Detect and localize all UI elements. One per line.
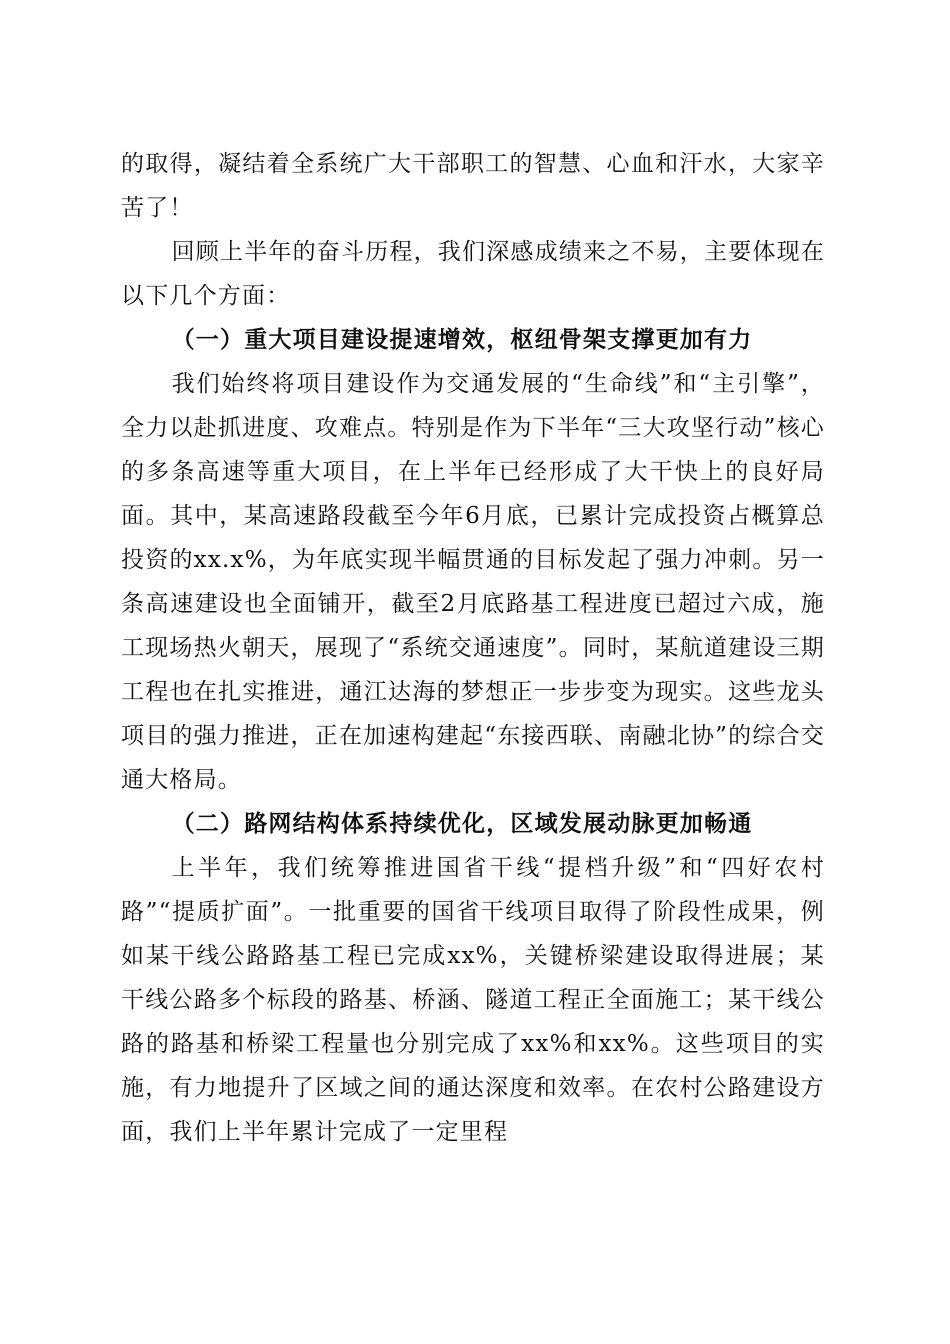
- section-heading-2: （二）路网结构体系持续优化，区域发展动脉更加畅通: [171, 810, 753, 837]
- paragraph-continuation: 的取得，凝结着全系统广大干部职工的智慧、心血和汗水，大家辛苦了！: [121, 151, 825, 221]
- document-body: [121, 142, 825, 1154]
- paragraph-review-intro: 回顾上半年的奋斗历程，我们深感成绩来之不易，主要体现在以下几个方面：: [121, 239, 825, 309]
- section-heading-1: （一）重大项目建设提速增效，枢纽骨架支撑更加有力: [171, 326, 753, 353]
- paragraph-road-network: 上半年，我们统筹推进国省干线“提档升级”和“四好农村路”“提质扩面”。一批重要的国省干线项目取得了阶段性成果，例如某干线公路路基工程已完成xx%，关键桥梁建设取得进展；某干线公路多个标段的路基、桥涵、隧道工程正全面施工；某干线公路的路基和桥梁工程量也分别完成了xx%和xx%。这些项目的实施，有力地提升了区域之间的通达深度和效率。在农村公路建设方面，我们上半年累计完成了一定里程: [121, 855, 825, 1145]
- paragraph-major-projects: 我们始终将项目建设作为交通发展的“生命线”和“主引擎”，全力以赴抓进度、攻难点。特别是作为下半年“三大攻坚行动”核心的多条高速等重大项目，在上半年已经形成了大干快上的良好局面。其中，某高速路段截至今年6月底，已累计完成投资占概算总投资的xx.x%，为年底实现半幅贯通的目标发起了强力冲刺。另一条高速建设也全面铺开，截至2月底路基工程进度已超过六成，施工现场热火朝天，展现了“系统交通速度”。同时，某航道建设三期工程也在扎实推进，通江达海的梦想正一步步变为现实。这些龙头项目的强力推进，正在加速构建起“东接西联、南融北协”的综合交通大格局。: [121, 371, 825, 793]
